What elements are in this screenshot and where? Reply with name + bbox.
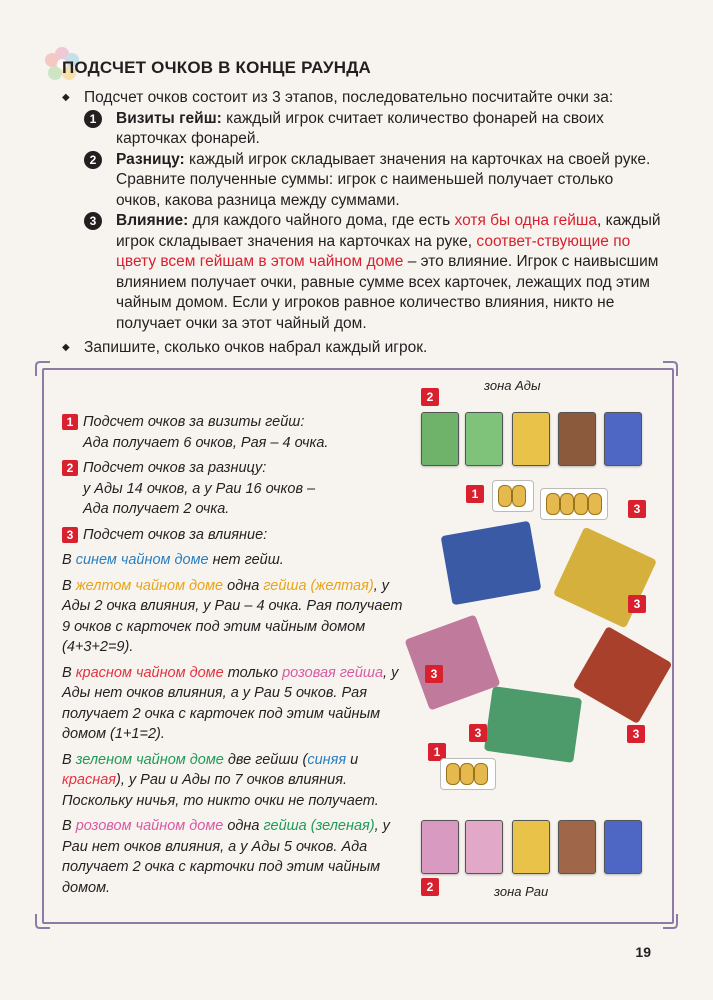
example-influence — [62, 525, 407, 546]
badge-1: 1 — [428, 743, 446, 761]
step-title: Разницу: — [116, 150, 185, 168]
example-line: у Ады 14 очков, а у Раи 16 очков – — [83, 480, 316, 497]
example-difference — [62, 458, 407, 520]
card-red — [558, 412, 596, 466]
badge-3: 3 — [469, 724, 487, 742]
intro-lead: ◆ Подсчет очков состоит из 3 этапов, последовательно посчитайте очки за: — [62, 88, 662, 109]
intro-write: ◆ Запишите, сколько очков набрал каждый игрок. — [62, 338, 662, 359]
text: , у Ады нет очков влияния, а у Раи 5 очков. Рая получает 2 очка с карточек под этим чайным домом (1+1=2). — [62, 664, 399, 742]
badge-3: 3 — [627, 725, 645, 743]
yellow-geisha-text: гейша (желтая) — [263, 577, 374, 594]
example-blue-house — [62, 550, 407, 571]
text: только — [223, 664, 283, 681]
blue-geisha-text: синяя — [307, 751, 347, 768]
badge-3: 3 — [628, 500, 646, 518]
example-heading: Подсчет очков за влияние: — [83, 526, 268, 543]
step-number: 1 — [84, 110, 102, 128]
card-yellow — [512, 820, 550, 874]
example-heading: Подсчет очков за визиты гейш: — [83, 414, 305, 430]
example-text — [62, 412, 407, 903]
step-influence — [84, 211, 662, 334]
lantern-token — [460, 763, 474, 785]
step-text: , каждый игрок складывает значения на карточках на руке, — [116, 212, 661, 250]
frame-corner-icon — [661, 912, 679, 930]
example-red-house — [62, 663, 407, 745]
page-title: ПОДСЧЕТ ОЧКОВ В КОНЦЕ РАУНДА — [62, 58, 372, 77]
green-tea-house — [484, 686, 582, 763]
pink-geisha-text: розовая гейша — [282, 664, 384, 681]
card-green — [421, 412, 459, 466]
yellow-house-text: желтом чайном доме — [75, 577, 224, 594]
step-geisha-visits — [84, 109, 662, 150]
example-line: Ада получает 2 очка. — [83, 501, 230, 517]
example-badge: 1 — [62, 414, 78, 430]
badge-2: 2 — [421, 388, 439, 406]
card-pink — [421, 820, 459, 874]
blue-house-text: синем чайном доме — [75, 552, 209, 568]
text: В — [62, 751, 76, 768]
text: , у Раи нет очков влияния, а у Ады 5 очков. Ада получает 2 очка с карточки под этим чайным домом. — [62, 818, 390, 896]
lantern-token — [446, 763, 460, 785]
example-badge: 3 — [62, 527, 78, 543]
badge-3: 3 — [628, 595, 646, 613]
step-number: 3 — [84, 212, 102, 230]
example-geisha-visits — [62, 412, 407, 453]
card-blue — [604, 820, 642, 874]
highlight-text: соответ-ствующие по цвету всем гейшам в этом чайном доме — [116, 232, 631, 270]
text: В — [62, 577, 76, 594]
frame-corner-icon — [34, 912, 52, 930]
frame-corner-icon — [34, 360, 52, 378]
frame-corner-icon — [661, 360, 679, 378]
text: и — [346, 751, 359, 768]
steps-list — [84, 109, 662, 335]
intro-section — [62, 88, 662, 359]
step-text: – это влияние. Игрок с наивысшим влиянием получает очки, равные сумме всех карточек, лежащих под этим чайным домом. Если у игроков равное количество влияния, никто не получает очки за этот чайный дом. — [116, 253, 659, 332]
red-geisha-text: красная — [62, 772, 117, 788]
lantern-token — [474, 763, 488, 785]
text: две гейши ( — [223, 751, 308, 768]
lantern-token — [560, 493, 574, 515]
example-green-house — [62, 750, 407, 812]
text: В — [62, 664, 76, 681]
step-title: Визиты гейш: — [116, 109, 222, 127]
badge-3: 3 — [425, 665, 443, 683]
step-text: каждый игрок считает количество фонарей на своих карточках фонарей. — [116, 109, 604, 147]
example-badge: 2 — [62, 460, 78, 476]
page-number: 19 — [635, 944, 651, 960]
lantern-token — [574, 493, 588, 515]
green-geisha-text: гейша (зеленая) — [263, 818, 375, 834]
highlight-text: хотя бы одна гейша — [454, 212, 597, 229]
card-blue — [604, 412, 642, 466]
red-house-text: красном чайном доме — [75, 664, 224, 681]
zone-raya-label: зона Раи — [494, 884, 549, 899]
card-red — [558, 820, 596, 874]
text: нет гейш. — [208, 552, 284, 568]
step-difference — [84, 150, 662, 212]
badge-1: 1 — [466, 485, 484, 503]
zone-ada-label: зона Ады — [484, 378, 541, 393]
text: В — [62, 818, 76, 834]
example-yellow-house — [62, 576, 407, 658]
pink-house-text: розовом чайном доме — [75, 818, 224, 834]
step-title: Влияние: — [116, 212, 189, 229]
step-text: для каждого чайного дома, где есть — [188, 212, 455, 229]
green-house-text: зеленом чайном доме — [75, 751, 224, 768]
lantern-token — [512, 485, 526, 507]
example-line: Ада получает 6 очков, Рая – 4 очка. — [83, 434, 329, 451]
text: одна — [223, 818, 264, 834]
card-green — [465, 412, 503, 466]
text: ), у Раи и Ады по 7 очков влияния. Поскольку ничья, то никто очки не получает. — [62, 772, 379, 809]
text: В — [62, 552, 76, 568]
text: одна — [223, 577, 264, 594]
badge-2: 2 — [421, 878, 439, 896]
step-text: каждый игрок складывает значения на карточках на своей руке. Сравните полученные суммы: игрок с наименьшей получает столько очков, какова разница между суммами. — [116, 150, 651, 209]
example-heading: Подсчет очков за разницу: — [83, 460, 267, 476]
lantern-token — [588, 493, 602, 515]
lantern-token — [546, 493, 560, 515]
example-pink-house — [62, 816, 407, 898]
lantern-token — [498, 485, 512, 507]
text: , у Ады 2 очка влияния, у Раи – 4 очка. Рая получает 9 очков с карточек под этим чайным домом (4+3+2=9). — [62, 577, 403, 655]
card-yellow — [512, 412, 550, 466]
step-number: 2 — [84, 151, 102, 169]
card-pink — [465, 820, 503, 874]
